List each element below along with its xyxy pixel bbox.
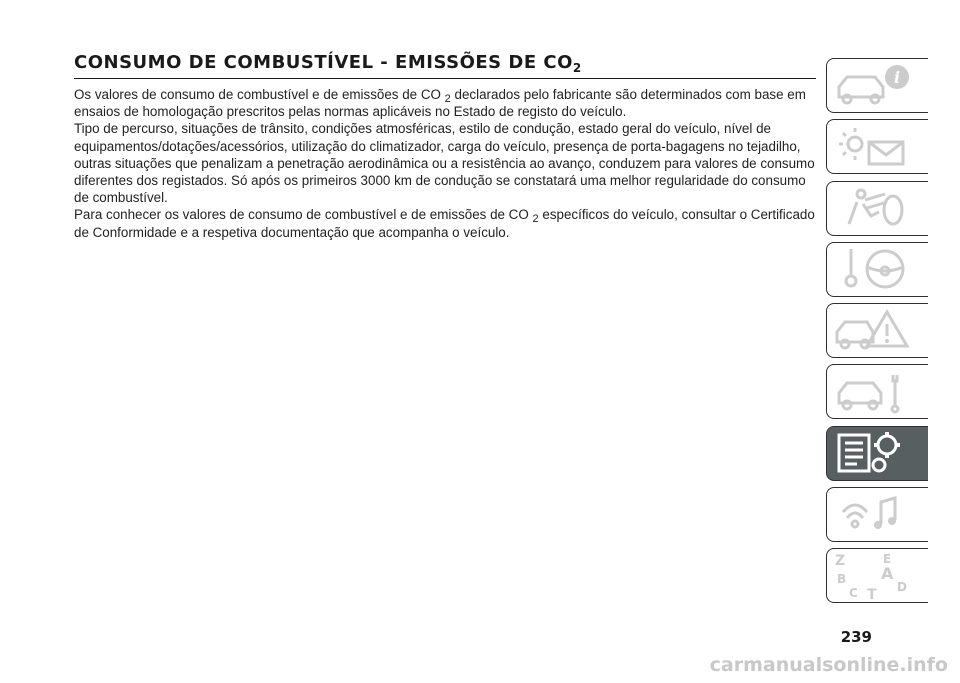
svg-text:D: D xyxy=(897,580,907,595)
body-text xyxy=(74,86,822,241)
svg-text:T: T xyxy=(867,587,877,602)
tab-emergency[interactable] xyxy=(826,303,928,358)
chapter-tabs xyxy=(826,58,928,610)
tab-starting-driving[interactable] xyxy=(826,242,928,297)
paragraph-homologation xyxy=(74,86,822,120)
watermark: carmanualsonline.info xyxy=(709,654,948,676)
tab-multimedia[interactable] xyxy=(826,487,928,542)
technical-data-gear-icon xyxy=(827,427,927,479)
title-rule xyxy=(74,78,816,79)
svg-text:E: E xyxy=(883,552,892,567)
section-title-text: CONSUMO DE COMBUSTÍVEL - EMISSÕES DE CO xyxy=(74,52,573,73)
co2-subscript: 2 xyxy=(444,93,451,105)
car-info-icon xyxy=(827,59,927,111)
paragraph-text: Os valores de consumo de combustível e de emissões de CO xyxy=(74,87,441,102)
car-maintenance-wrench-icon xyxy=(827,365,927,417)
tab-maintenance[interactable] xyxy=(826,364,928,419)
co2-subscript: 2 xyxy=(532,213,539,226)
paragraph-text: Para conhecer os valores de consumo de combustível e de emissões de CO xyxy=(74,207,529,223)
page-number: 239 xyxy=(840,628,872,646)
tab-warning-lights[interactable] xyxy=(826,119,928,174)
tab-technical-data[interactable] xyxy=(826,426,928,481)
car-emergency-icon xyxy=(827,304,927,356)
tab-safety[interactable] xyxy=(826,181,928,236)
tab-index[interactable] xyxy=(826,548,928,603)
section-title xyxy=(74,52,814,75)
title-subscript: 2 xyxy=(572,61,582,75)
key-steering-wheel-icon xyxy=(827,243,927,295)
paragraph-text: declarados pelo fabricante são determinados com base em ensaios de homologação prescritos pelas normas aplicáveis no Estado de registo do veículo. xyxy=(74,87,806,120)
svg-text:Z: Z xyxy=(835,553,846,570)
tab-car-info[interactable] xyxy=(826,58,928,113)
svg-text:C: C xyxy=(849,586,858,601)
airbag-safety-icon xyxy=(827,182,927,234)
paragraph-text: específicos do veículo, consultar o Certificado de Conformidade e a respetiva documentação que acompanha o veículo. xyxy=(74,207,815,240)
warning-lights-message-icon xyxy=(827,120,927,172)
multimedia-music-icon xyxy=(827,488,927,540)
paragraph-certificate xyxy=(74,206,822,240)
alphabetical-index-icon xyxy=(827,549,927,601)
paragraph-conditions: Tipo de percurso, situações de trânsito, condições atmosféricas, estilo de condução, estado geral do veículo, nível de equipamentos/dotações/acessórios, utilização do climatizador, carga do veículo, presença de porta-bagagens no tejadilho, outras situações que penalizam a penetração aerodinâmica ou a resistência ao avanço, conduzem para valores de consumo diferentes dos registados. Só após os primeiros 3000 km de condução se constatará uma melhor regularidade do consumo de combustível. xyxy=(74,121,815,206)
svg-text:i: i xyxy=(893,68,901,87)
svg-text:B: B xyxy=(837,572,847,587)
svg-text:A: A xyxy=(881,564,894,584)
